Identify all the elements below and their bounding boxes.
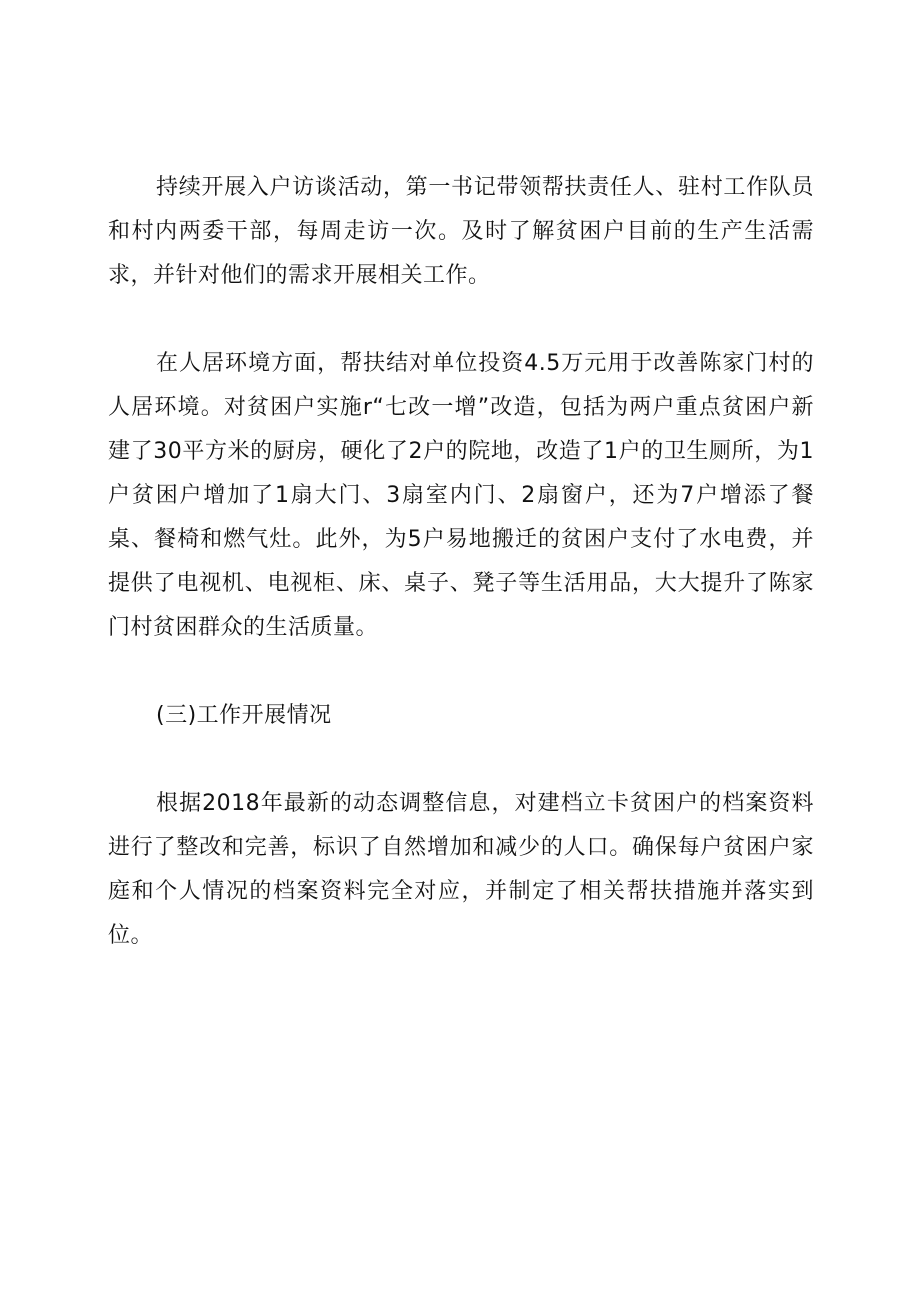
paragraph-living-environment: 在人居环境方面，帮扶结对单位投资4.5万元用于改善陈家门村的人居环境。对贫困户实施r“七改一增”改造，包括为两户重点贫困户新建了30平方米的厨房，硬化了2户的院地，改造了1户的卫生厕所，为1户贫困户增加了1扇大门、3扇室内门、2扇窗户，还为7户增添了餐桌、餐椅和燃气灶。此外，为5户易地搬迁的贫困户支付了水电费，并提供了电视机、电视柜、床、桌子、凳子等生活用品，大大提升了陈家门村贫困群众的生活质量。 — [108, 351, 814, 640]
section-heading: (三)工作开展情况 — [156, 703, 332, 728]
paragraph-archive-records: 根据2018年最新的动态调整信息，对建档立卡贫困户的档案资料进行了整改和完善，标识了自然增加和减少的人口。确保每户贫困户家庭和个人情况的档案资料完全对应，并制定了相关帮扶措施并落实到位。 — [108, 791, 814, 948]
paragraph-home-visits: 持续开展入户访谈活动，第一书记带领帮扶责任人、驻村工作队员和村内两委干部，每周走访一次。及时了解贫困户目前的生产生活需求，并针对他们的需求开展相关工作。 — [108, 175, 814, 288]
document-body — [108, 166, 814, 958]
